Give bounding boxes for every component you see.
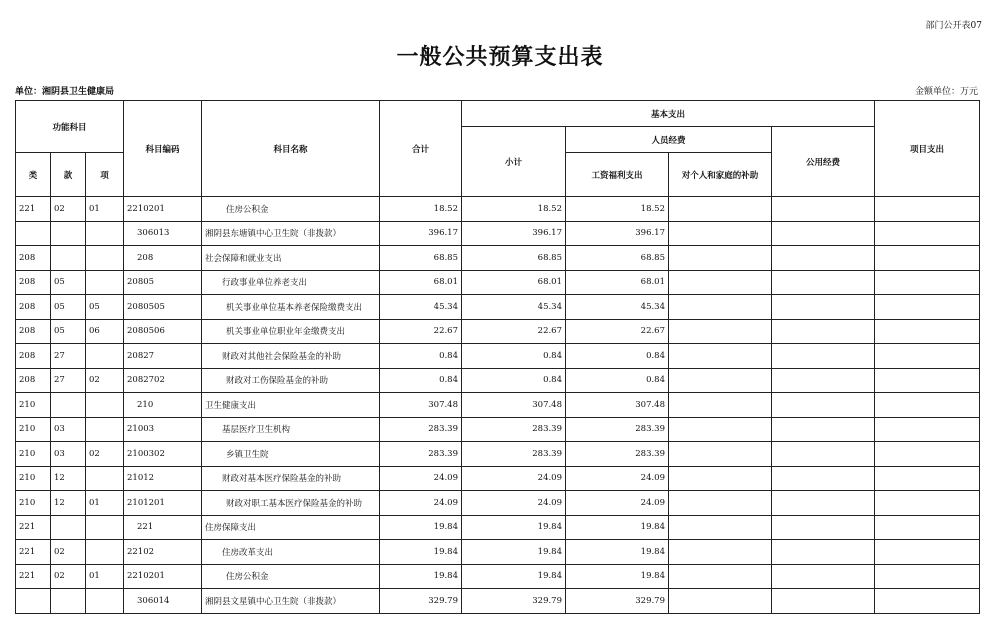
cell-subtotal: 329.79	[462, 589, 566, 614]
cell-public	[772, 295, 875, 320]
cell-salary: 329.79	[566, 589, 669, 614]
cell-total: 283.39	[380, 417, 462, 442]
cell-name: 财政对工伤保险基金的补助	[202, 368, 380, 393]
cell-project	[875, 466, 980, 491]
cell-public	[772, 515, 875, 540]
cell-name: 住房保障支出	[202, 515, 380, 540]
cell-project	[875, 344, 980, 369]
cell-xiang	[86, 417, 124, 442]
cell-code: 22102	[124, 540, 202, 565]
cell-lei: 210	[16, 417, 51, 442]
cell-name: 行政事业单位养老支出	[202, 270, 380, 295]
cell-xiang	[86, 393, 124, 418]
cell-project	[875, 491, 980, 516]
cell-xiang	[86, 466, 124, 491]
cell-subtotal: 0.84	[462, 368, 566, 393]
cell-name: 财政对基本医疗保险基金的补助	[202, 466, 380, 491]
budget-table	[15, 100, 980, 614]
cell-kuan: 02	[51, 540, 86, 565]
cell-subsidy	[669, 564, 772, 589]
cell-name: 机关事业单位基本养老保险缴费支出	[202, 295, 380, 320]
cell-public	[772, 393, 875, 418]
table-row	[16, 295, 980, 320]
cell-subtotal: 22.67	[462, 319, 566, 344]
cell-xiang: 01	[86, 197, 124, 222]
cell-subtotal: 396.17	[462, 221, 566, 246]
cell-kuan	[51, 246, 86, 271]
cell-subsidy	[669, 221, 772, 246]
cell-salary: 396.17	[566, 221, 669, 246]
cell-xiang	[86, 221, 124, 246]
cell-total: 0.84	[380, 368, 462, 393]
cell-xiang	[86, 589, 124, 614]
cell-kuan	[51, 393, 86, 418]
cell-subsidy	[669, 368, 772, 393]
cell-subtotal: 19.84	[462, 540, 566, 565]
cell-xiang: 02	[86, 442, 124, 467]
cell-xiang: 01	[86, 491, 124, 516]
cell-lei: 221	[16, 197, 51, 222]
cell-project	[875, 246, 980, 271]
cell-xiang: 01	[86, 564, 124, 589]
cell-public	[772, 564, 875, 589]
cell-total: 18.52	[380, 197, 462, 222]
header-public: 公用经费	[772, 127, 875, 197]
cell-salary: 283.39	[566, 417, 669, 442]
cell-code: 2101201	[124, 491, 202, 516]
cell-public	[772, 417, 875, 442]
unit-label: 单位：湘阴县卫生健康局	[15, 87, 115, 97]
cell-xiang: 06	[86, 319, 124, 344]
cell-lei: 210	[16, 491, 51, 516]
table-row	[16, 319, 980, 344]
cell-public	[772, 540, 875, 565]
cell-total: 19.84	[380, 515, 462, 540]
cell-total: 24.09	[380, 466, 462, 491]
cell-public	[772, 197, 875, 222]
cell-xiang	[86, 270, 124, 295]
cell-project	[875, 197, 980, 222]
cell-subtotal: 19.84	[462, 564, 566, 589]
cell-subsidy	[669, 589, 772, 614]
cell-project	[875, 270, 980, 295]
header-code: 科目编码	[124, 101, 202, 197]
cell-kuan: 27	[51, 344, 86, 369]
cell-xiang: 02	[86, 368, 124, 393]
cell-lei: 208	[16, 295, 51, 320]
cell-subtotal: 19.84	[462, 515, 566, 540]
cell-project	[875, 442, 980, 467]
header-func: 功能科目	[16, 101, 124, 153]
table-row	[16, 221, 980, 246]
header-salary: 工资福利支出	[566, 153, 669, 197]
cell-total: 19.84	[380, 540, 462, 565]
cell-salary: 19.84	[566, 540, 669, 565]
cell-lei: 221	[16, 564, 51, 589]
cell-name: 湘阴县东塘镇中心卫生院（非拨款）	[202, 221, 380, 246]
cell-subtotal: 45.34	[462, 295, 566, 320]
cell-project	[875, 221, 980, 246]
cell-name: 湘阴县文星镇中心卫生院（非拨款）	[202, 589, 380, 614]
cell-kuan: 12	[51, 491, 86, 516]
cell-lei: 210	[16, 466, 51, 491]
table-row	[16, 515, 980, 540]
cell-total: 283.39	[380, 442, 462, 467]
cell-kuan: 05	[51, 270, 86, 295]
cell-salary: 24.09	[566, 491, 669, 516]
money-unit-label: 金额单位：万元	[914, 87, 978, 97]
cell-xiang	[86, 246, 124, 271]
cell-salary: 68.85	[566, 246, 669, 271]
cell-code: 20827	[124, 344, 202, 369]
cell-subsidy	[669, 319, 772, 344]
cell-subsidy	[669, 540, 772, 565]
cell-kuan	[51, 589, 86, 614]
table-row	[16, 344, 980, 369]
cell-code: 221	[124, 515, 202, 540]
cell-project	[875, 564, 980, 589]
table-row	[16, 540, 980, 565]
cell-public	[772, 246, 875, 271]
cell-public	[772, 589, 875, 614]
table-row	[16, 442, 980, 467]
table-row	[16, 417, 980, 442]
header-project: 项目支出	[875, 101, 980, 197]
cell-salary: 0.84	[566, 368, 669, 393]
cell-public	[772, 221, 875, 246]
cell-name: 住房公积金	[202, 197, 380, 222]
cell-public	[772, 442, 875, 467]
cell-subsidy	[669, 393, 772, 418]
cell-code: 20805	[124, 270, 202, 295]
cell-project	[875, 295, 980, 320]
page-title: 一般公共预算支出表	[396, 44, 604, 70]
cell-subsidy	[669, 270, 772, 295]
table-row	[16, 368, 980, 393]
cell-code: 2080505	[124, 295, 202, 320]
cell-lei: 208	[16, 270, 51, 295]
table-row	[16, 564, 980, 589]
cell-project	[875, 319, 980, 344]
cell-subtotal: 68.85	[462, 246, 566, 271]
cell-name: 机关事业单位职业年金缴费支出	[202, 319, 380, 344]
cell-subsidy	[669, 344, 772, 369]
cell-salary: 18.52	[566, 197, 669, 222]
cell-xiang: 05	[86, 295, 124, 320]
cell-total: 19.84	[380, 564, 462, 589]
table-row	[16, 393, 980, 418]
cell-subsidy	[669, 515, 772, 540]
table-number-label: 部门公开表07	[925, 21, 982, 31]
cell-public	[772, 466, 875, 491]
cell-kuan	[51, 221, 86, 246]
cell-subtotal: 18.52	[462, 197, 566, 222]
table-row	[16, 589, 980, 614]
cell-salary: 19.84	[566, 564, 669, 589]
cell-subtotal: 283.39	[462, 417, 566, 442]
cell-code: 2210201	[124, 564, 202, 589]
cell-lei: 208	[16, 344, 51, 369]
cell-kuan: 05	[51, 295, 86, 320]
cell-kuan: 27	[51, 368, 86, 393]
cell-salary: 19.84	[566, 515, 669, 540]
cell-lei: 208	[16, 368, 51, 393]
cell-name: 卫生健康支出	[202, 393, 380, 418]
cell-public	[772, 319, 875, 344]
table-row	[16, 197, 980, 222]
cell-subtotal: 24.09	[462, 491, 566, 516]
cell-name: 财政对职工基本医疗保险基金的补助	[202, 491, 380, 516]
table-body	[16, 197, 980, 614]
cell-lei: 210	[16, 442, 51, 467]
cell-subsidy	[669, 295, 772, 320]
cell-subsidy	[669, 491, 772, 516]
cell-project	[875, 393, 980, 418]
cell-lei: 221	[16, 515, 51, 540]
cell-total: 329.79	[380, 589, 462, 614]
cell-project	[875, 589, 980, 614]
cell-salary: 22.67	[566, 319, 669, 344]
cell-kuan: 02	[51, 564, 86, 589]
cell-salary: 0.84	[566, 344, 669, 369]
table-row	[16, 246, 980, 271]
header-lei: 类	[16, 153, 51, 197]
cell-code: 306013	[124, 221, 202, 246]
cell-lei	[16, 221, 51, 246]
cell-total: 307.48	[380, 393, 462, 418]
cell-subtotal: 68.01	[462, 270, 566, 295]
header-subsidy: 对个人和家庭的补助	[669, 153, 772, 197]
cell-subtotal: 24.09	[462, 466, 566, 491]
cell-public	[772, 491, 875, 516]
cell-code: 21003	[124, 417, 202, 442]
cell-subtotal: 283.39	[462, 442, 566, 467]
cell-kuan: 12	[51, 466, 86, 491]
cell-public	[772, 368, 875, 393]
cell-name: 基层医疗卫生机构	[202, 417, 380, 442]
header-basic: 基本支出	[462, 101, 875, 127]
header-kuan: 款	[51, 153, 86, 197]
cell-lei: 208	[16, 319, 51, 344]
cell-code: 2100302	[124, 442, 202, 467]
cell-project	[875, 368, 980, 393]
cell-total: 68.85	[380, 246, 462, 271]
cell-code: 306014	[124, 589, 202, 614]
cell-code: 2082702	[124, 368, 202, 393]
cell-name: 住房公积金	[202, 564, 380, 589]
cell-kuan	[51, 515, 86, 540]
header-total: 合计	[380, 101, 462, 197]
cell-xiang	[86, 540, 124, 565]
header-name: 科目名称	[202, 101, 380, 197]
cell-subsidy	[669, 466, 772, 491]
cell-salary: 68.01	[566, 270, 669, 295]
cell-name: 社会保障和就业支出	[202, 246, 380, 271]
cell-kuan: 03	[51, 442, 86, 467]
cell-total: 396.17	[380, 221, 462, 246]
table-row	[16, 466, 980, 491]
cell-project	[875, 417, 980, 442]
cell-salary: 283.39	[566, 442, 669, 467]
cell-code: 210	[124, 393, 202, 418]
cell-lei	[16, 589, 51, 614]
cell-project	[875, 515, 980, 540]
cell-kuan: 05	[51, 319, 86, 344]
cell-project	[875, 540, 980, 565]
cell-total: 24.09	[380, 491, 462, 516]
cell-name: 乡镇卫生院	[202, 442, 380, 467]
cell-salary: 24.09	[566, 466, 669, 491]
cell-lei: 210	[16, 393, 51, 418]
cell-kuan: 03	[51, 417, 86, 442]
cell-subsidy	[669, 442, 772, 467]
cell-total: 0.84	[380, 344, 462, 369]
cell-subtotal: 307.48	[462, 393, 566, 418]
header-personnel: 人员经费	[566, 127, 772, 153]
cell-subsidy	[669, 246, 772, 271]
cell-code: 208	[124, 246, 202, 271]
cell-subsidy	[669, 197, 772, 222]
table-row	[16, 491, 980, 516]
cell-lei: 208	[16, 246, 51, 271]
cell-name: 住房改革支出	[202, 540, 380, 565]
table-row	[16, 270, 980, 295]
cell-total: 45.34	[380, 295, 462, 320]
cell-lei: 221	[16, 540, 51, 565]
header-xiang: 项	[86, 153, 124, 197]
cell-xiang	[86, 344, 124, 369]
cell-code: 2210201	[124, 197, 202, 222]
cell-subtotal: 0.84	[462, 344, 566, 369]
cell-salary: 307.48	[566, 393, 669, 418]
cell-xiang	[86, 515, 124, 540]
cell-code: 2080506	[124, 319, 202, 344]
cell-public	[772, 344, 875, 369]
cell-name: 财政对其他社会保险基金的补助	[202, 344, 380, 369]
cell-total: 22.67	[380, 319, 462, 344]
cell-kuan: 02	[51, 197, 86, 222]
cell-subsidy	[669, 417, 772, 442]
cell-total: 68.01	[380, 270, 462, 295]
cell-public	[772, 270, 875, 295]
cell-code: 21012	[124, 466, 202, 491]
cell-salary: 45.34	[566, 295, 669, 320]
header-subtotal: 小计	[462, 127, 566, 197]
